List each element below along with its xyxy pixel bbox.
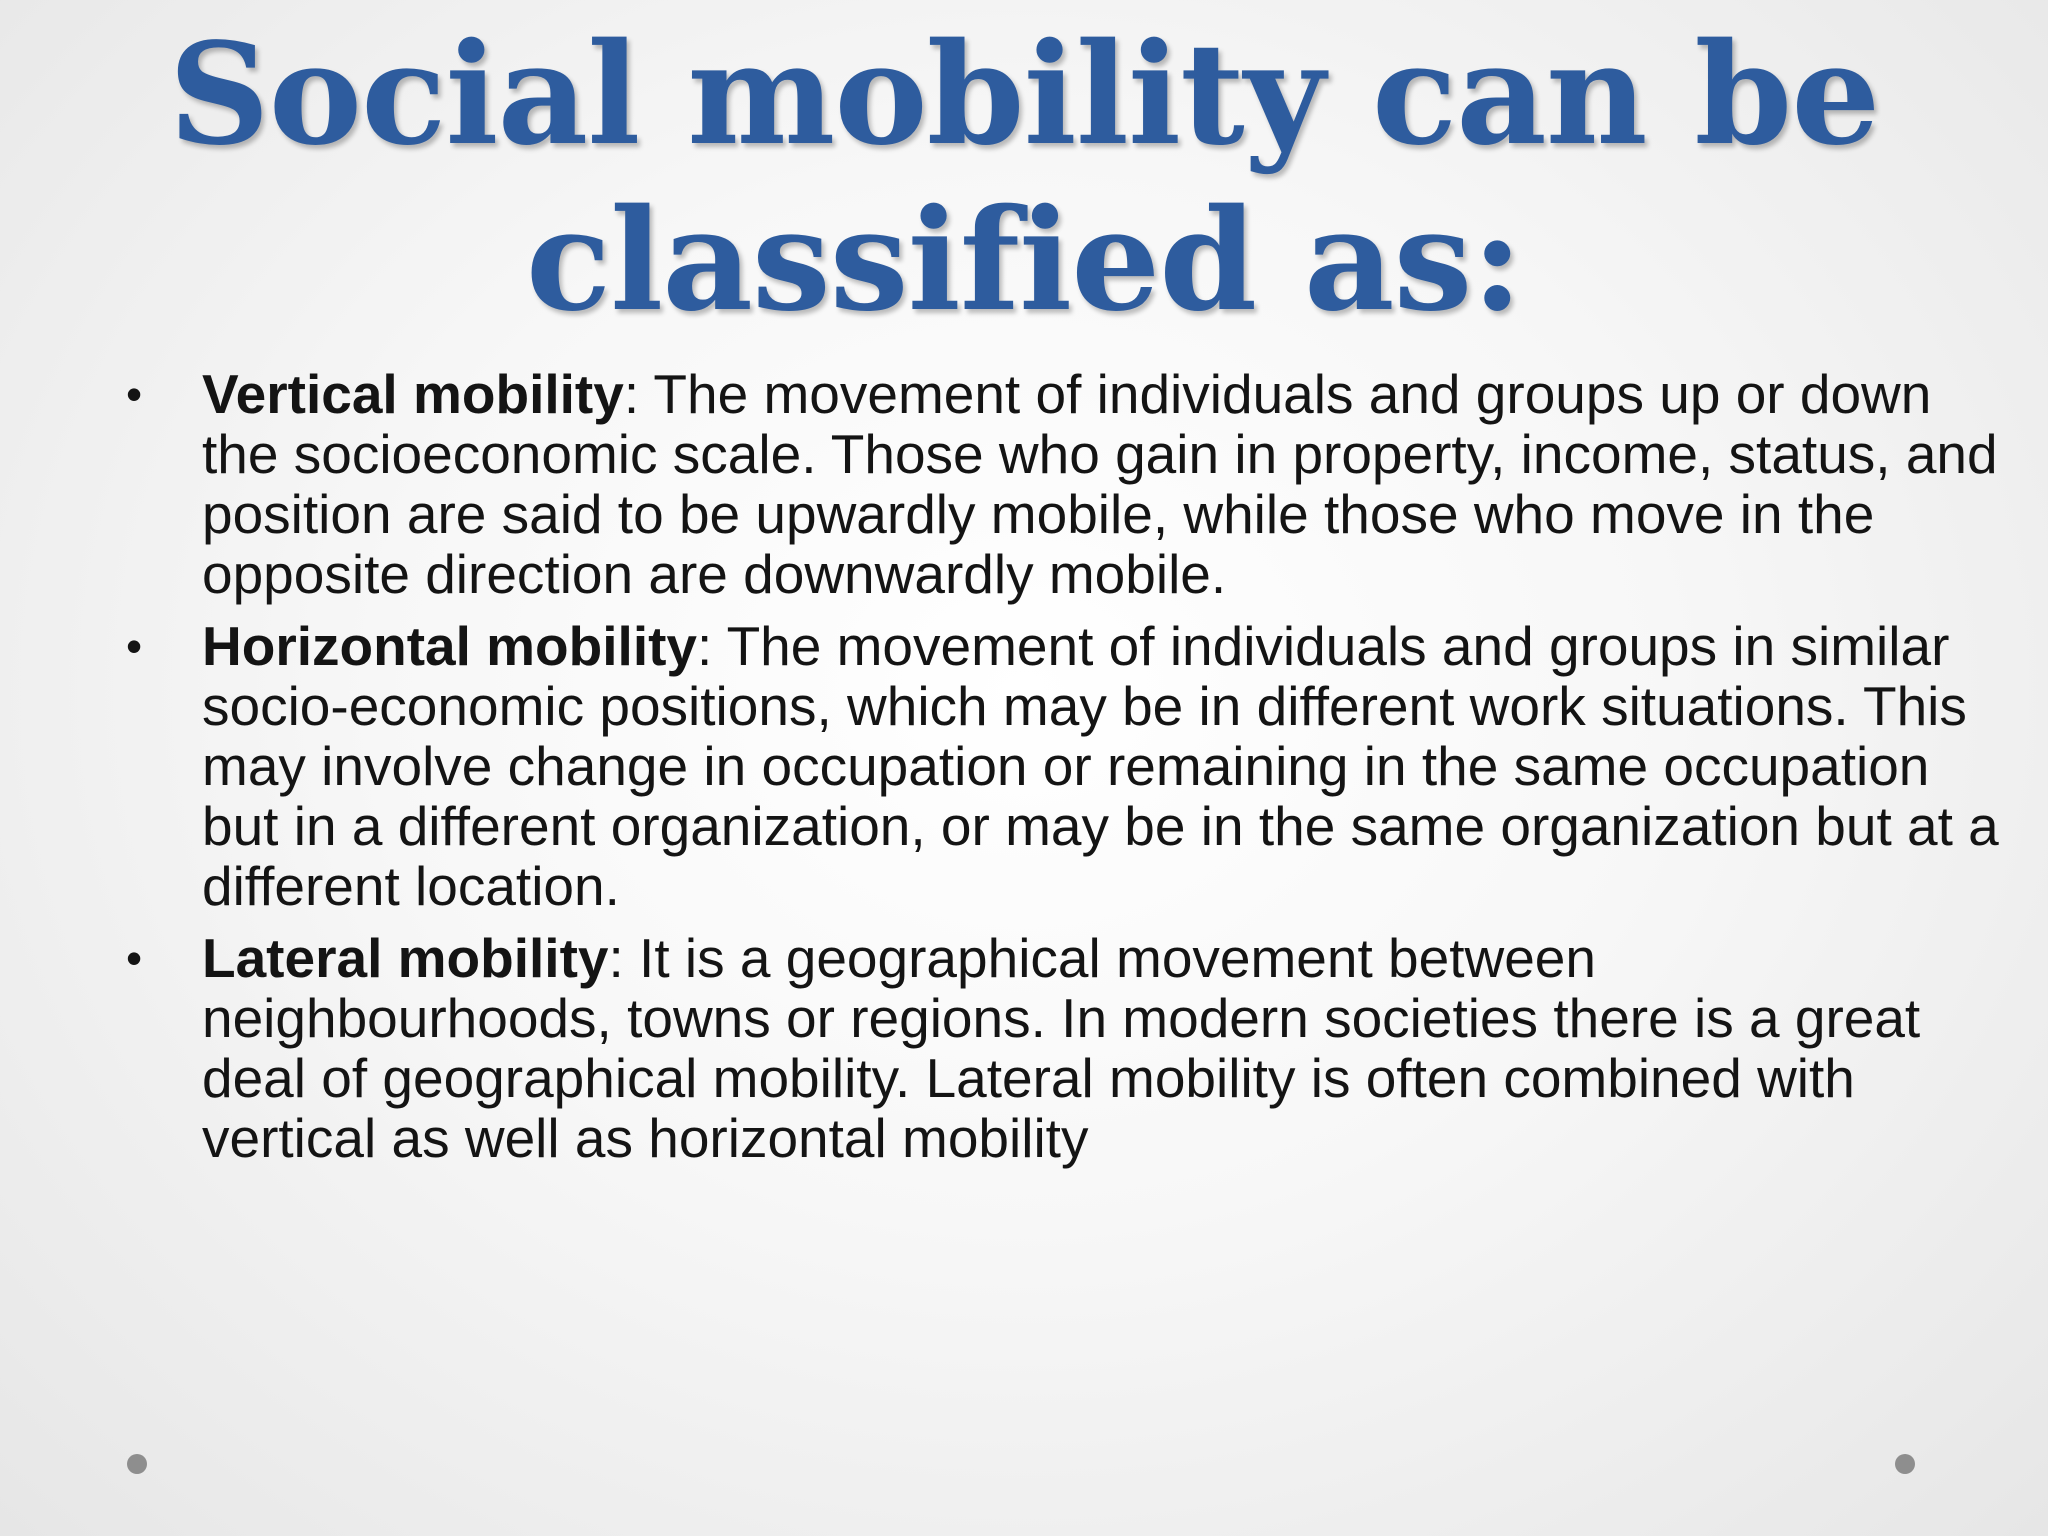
corner-dot-left-icon — [127, 1454, 147, 1474]
slide-title-line-2: classified as: — [525, 179, 1523, 343]
bullet-text: : The movement of individuals and groups in similar socio-economic positions, which may be in different work situations. This may involve change in occupation or remaining in the same occupation but in a different organization, or may be in the same organization but at a different location. — [202, 615, 1999, 917]
bullet-item-vertical-mobility — [118, 364, 2018, 604]
bullet-item-horizontal-mobility — [118, 616, 2018, 916]
bullet-dot-icon: • — [126, 368, 143, 420]
bullet-list — [118, 364, 2018, 1180]
slide-title — [100, 12, 1948, 344]
bullet-term: Vertical mobility — [202, 363, 624, 425]
corner-dot-right-icon — [1895, 1454, 1915, 1474]
slide-title-line-1: Social mobility can be — [168, 13, 1880, 177]
bullet-dot-icon: • — [126, 620, 143, 672]
bullet-term: Lateral mobility — [202, 927, 609, 989]
bullet-term: Horizontal mobility — [202, 615, 697, 677]
bullet-dot-icon: • — [126, 932, 143, 984]
bullet-item-lateral-mobility — [118, 928, 2018, 1168]
bullet-text: : The movement of individuals and groups up or down the socioeconomic scale. Those who gain in property, income, status, and position are said to be upwardly mobile, while those who move in the opposite direction are downwardly mobile. — [202, 363, 1998, 605]
bullet-text: : It is a geographical movement between neighbourhoods, towns or regions. In modern societies there is a great deal of geographical mobility. Lateral mobility is often combined with vertical as well as horizontal mobility — [202, 927, 1921, 1169]
